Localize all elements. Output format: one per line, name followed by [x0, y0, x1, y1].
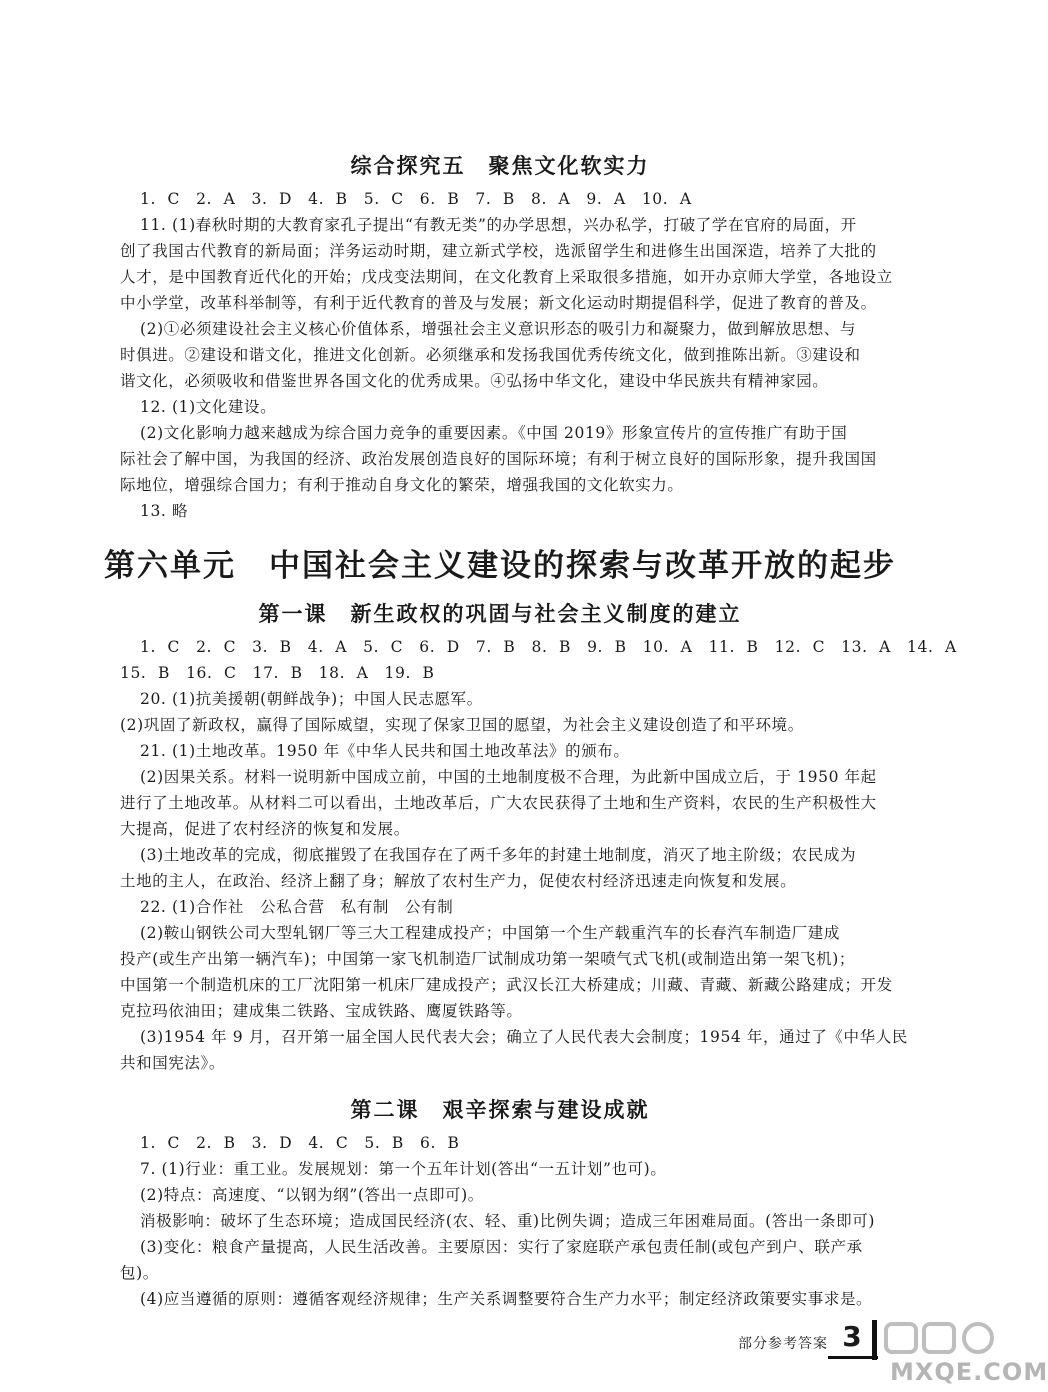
paragraph-line: 中小学堂，改革科举制等，有利于近代教育的普及与发展；新文化运动时期提倡科学，促进了教育的普及。: [120, 294, 877, 312]
paragraph-line: 进行了土地改革。从材料二可以看出，土地改革后，广大农民获得了土地和生产资料，农民的生产积极性大: [120, 794, 877, 812]
paragraph-line: 人才，是中国教育近代化的开始；戊戌变法期间，在文化教育上采取很多措施，如开办京师大学堂，各地设立: [120, 268, 893, 286]
paragraph-line: (2)①必须建设社会主义核心价值体系，增强社会主义意识形态的吸引力和凝聚力，做到解放思想、与: [140, 320, 857, 338]
paragraph-line: (4)应当遵循的原则：遵循客观经济规律；生产关系调整要符合生产力水平；制定经济政策要实事求是。: [140, 1290, 873, 1308]
choice-answers: 1. C 2. B 3. D 4. C 5. B 6. B: [140, 1134, 460, 1152]
page-number: 3: [842, 1320, 862, 1353]
lesson-2-title: 第二课 艰辛探索与建设成就: [350, 1098, 650, 1122]
paragraph-line: 创了我国古代教育的新局面；洋务运动时期，建立新式学校，选派留学生和进修生出国深造，培养了大批的: [120, 242, 877, 260]
paragraph-line: 消极影响：破坏了生态环境；造成国民经济(农、轻、重)比例失调；造成三年困难局面。(答出一条即可): [140, 1212, 875, 1230]
paragraph-line: 际社会了解中国，为我国的经济、政治发展创造良好的国际环境；有利于树立良好的国际形象，提升我国国: [120, 450, 877, 468]
paragraph-line: 土地的主人，在政治、经济上翻了身；解放了农村生产力，促使农村经济迅速走向恢复和发展。: [120, 872, 797, 890]
paragraph-line: (2)鞍山钢铁公司大型轧钢厂等三大工程建成投产；中国第一个生产载重汽车的长春汽车制造厂建成: [140, 924, 840, 942]
paragraph-line: 包)。: [120, 1264, 159, 1282]
paragraph-line: 20. (1)抗美援朝(朝鲜战争)；中国人民志愿军。: [140, 690, 483, 708]
section-title-inquiry-5: 综合探究五 聚焦文化软实力: [350, 154, 650, 178]
paragraph-line: 13. 略: [140, 502, 189, 520]
paragraph-line: 际地位，增强综合国力；有利于推动自身文化的繁荣，增强我国的文化软实力。: [120, 476, 684, 494]
paragraph-line: 时俱进。②建设和谐文化，推进文化创新。必须继承和发扬我国优秀传统文化，做到推陈出新。③建设和: [120, 346, 861, 364]
paragraph-line: (2)因果关系。材料一说明新中国成立前，中国的土地制度极不合理，为此新中国成立后，于 1950 年起: [140, 768, 877, 786]
paragraph-line: (2)特点：高速度、“以钢为纲”(答出一点即可)。: [140, 1186, 484, 1204]
paragraph-line: 12. (1)文化建设。: [140, 398, 277, 416]
paragraph-line: 21. (1)土地改革。1950 年《中华人民共和国土地改革法》的颁布。: [140, 742, 630, 760]
paragraph-line: 谐文化，必须吸收和借鉴世界各国文化的优秀成果。④弘扬中华文化，建设中华民族共有精神家园。: [120, 372, 829, 390]
paragraph-line: 大提高，促进了农村经济的恢复和发展。: [120, 820, 410, 838]
paragraph-line: 中国第一个制造机床的工厂沈阳第一机床厂建成投产；武汉长江大桥建成；川藏、青藏、新藏公路建成；开发: [120, 976, 893, 994]
watermark-url: MXQE.COM: [890, 1358, 1048, 1386]
paragraph-line: 共和国宪法》。: [120, 1054, 225, 1072]
paragraph-line: 22. (1)合作社 公私合营 私有制 公有制: [140, 898, 454, 916]
paragraph-line: (3)土地改革的完成，彻底摧毁了在我国存在了两千多年的封建土地制度，消灭了地主阶级；农民成为: [140, 846, 857, 864]
paragraph-line: 投产(或生产出第一辆汽车)；中国第一家飞机制造厂试制成功第一架喷气式飞机(或制造出第一架飞机)；: [120, 950, 855, 968]
paragraph-line: (3)变化：粮食产量提高，人民生活改善。主要原因：实行了家庭联产承包责任制(或包产到户、联产承: [140, 1238, 863, 1256]
choice-answers: 15. B 16. C 17. B 18. A 19. B: [120, 664, 435, 682]
footer-label: 部分参考答案: [738, 1336, 828, 1352]
watermark-logo: [880, 1318, 1048, 1388]
watermark-emblem-icon: [880, 1318, 1000, 1358]
page-number-rule: [828, 1356, 878, 1359]
paragraph-line: (3)1954 年 9 月，召开第一届全国人民代表大会；确立了人民代表大会制度；1954 年，通过了《中华人民: [140, 1028, 908, 1046]
unit-title: 第六单元 中国社会主义建设的探索与改革开放的起步: [104, 548, 896, 584]
lesson-1-title: 第一课 新生政权的巩固与社会主义制度的建立: [258, 602, 742, 626]
paragraph-line: 7. (1)行业：重工业。发展规划：第一个五年计划(答出“一五计划”也可)。: [140, 1160, 667, 1178]
paragraph-line: (2)文化影响力越来越成为综合国力竞争的重要因素。《中国 2019》形象宣传片的宣传推广有助于国: [140, 424, 848, 442]
choice-answers: 1. C 2. A 3. D 4. B 5. C 6. B 7. B 8. A 9. A 10. A: [140, 190, 692, 208]
paragraph-line: (2)巩固了新政权，赢得了国际威望，实现了保家卫国的愿望，为社会主义建设创造了和平环境。: [120, 716, 804, 734]
page-number-bar: [872, 1320, 877, 1360]
choice-answers: 1. C 2. C 3. B 4. A 5. C 6. D 7. B 8. B 9. B 10. A 11. B 12. C 13. A 14. A: [140, 638, 957, 656]
paragraph-line: 11. (1)春秋时期的大教育家孔子提出“有教无类”的办学思想，兴办私学，打破了学在官府的局面，开: [140, 216, 857, 234]
paragraph-line: 克拉玛依油田；建成集二铁路、宝成铁路、鹰厦铁路等。: [120, 1002, 523, 1020]
